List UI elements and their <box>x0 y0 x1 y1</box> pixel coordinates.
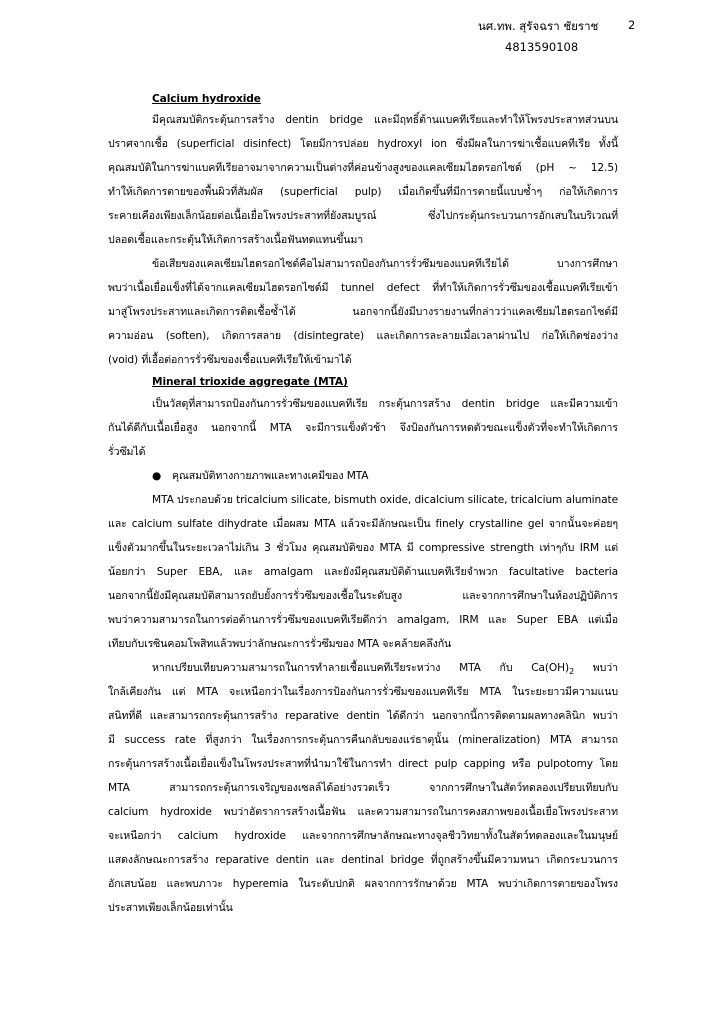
paragraph-line: เป็นวัสดุที่สามารถป้องกันการรั่วซึมของแบคทีเรีย กระตุ้นการสร้าง dentin bridge และมีความเข้า <box>152 398 618 410</box>
bullet-icon: ● <box>152 470 162 482</box>
paragraph-line: สนิทที่ดี และสามารถกระตุ้นการสร้าง reparative dentin ได้ดีกว่า นอกจากนี้การติดตามผลทางคลินิก พบว่า <box>108 710 618 722</box>
paragraph-line: มีคุณสมบัติกระตุ้นการสร้าง dentin bridge และมีฤทธิ์ต้านแบคทีเรียและทำให้โพรงประสาทส่วนบน <box>152 114 618 126</box>
bullet-text: คุณสมบัติทางกายภาพและทางเคมีของ MTA <box>172 470 369 482</box>
paragraph-line: ทำให้เกิดการตายของพื้นผิวที่สัมผัส (superficial pulp) เมื่อเกิดขึ้นที่มีการตายนี้แบบซ้ำๆ ก่อให้เกิดการ <box>108 186 618 198</box>
paragraph-line: ปลอดเชื้อและกระตุ้นให้เกิดการสร้างเนื้อฟันทดแทนขึ้นมา <box>108 234 364 246</box>
subscript: 2 <box>569 667 575 677</box>
paragraph-line: พบว่าความสามารถในการต่อต้านการรั่วซึมของแบคทีเรียดีกว่า amalgam, IRM และ Super EBA แต่เมื่อ <box>108 614 618 626</box>
bullet-item <box>152 469 618 483</box>
paragraph-line <box>152 661 618 675</box>
paragraph-line: ความอ่อน (soften), เกิดการสลาย (disintegrate) และเกิดการละลายเมื่อเวลาผ่านไป ก่อให้เกิดช่องว่าง <box>108 330 618 342</box>
paragraph-line: นอกจากนี้ยังมีคุณสมบัติสามารถยับยั้งการรั่วซึมของเชื้อในระดับสูง และจากการศึกษาในห้องปฏิบัติการ <box>108 590 618 602</box>
paragraph-line: calcium hydroxide พบว่าอัตราการสร้างเนื้อฟัน และความสามารถในการคงสภาพของเนื้อเยื่อโพรงประสาท <box>108 806 618 818</box>
paragraph-line: จะเหนือกว่า calcium hydroxide และจากการศึกษาลักษณะทางจุลชีววิทยาทั้งในสัตว์ทดลองและในมนุษย์ <box>108 830 618 842</box>
paragraph-line: MTA ประกอบด้วย tricalcium silicate, bismuth oxide, dicalcium silicate, tricalcium aluminate <box>152 494 618 506</box>
header-page-number: 2 <box>628 18 636 32</box>
paragraph-line: ประสาทเพียงเล็กน้อยเท่านั้น <box>108 902 233 914</box>
paragraph-line: มี success rate ที่สูงกว่า ในเรื่องการกระตุ้นการคืนกลับของแร่ธาตุนั้น (mineralization) MTA สามารถ <box>108 734 618 746</box>
paragraph-line: แสดงลักษณะการสร้าง reparative dentin และ dentinal bridge ที่ถูกสร้างขึ้นมีความหนา เกิดกระบวนการ <box>108 854 618 866</box>
paragraph-line: ระคายเคืองเพียงเล็กน้อยต่อเนื้อเยื่อโพรงประสาทที่ยังสมบูรณ์ ซึ่งไปกระตุ้นกระบวนการอักเสบในบริเวณที่ <box>108 210 618 222</box>
paragraph-line: กันได้ดีกับเนื้อเยื่อสูง นอกจากนี้ MTA จะมีการแข็งตัวช้า จึงป้องกันการหดตัวขณะแข็งตัวที่จะทำให้เกิดการ <box>108 422 618 434</box>
paragraph-line: มาสู่โพรงประสาทและเกิดการติดเชื้อซ้ำได้ นอกจากนี้ยังมีบางรายงานที่กล่าวว่าแคลเซียมไฮดรอกไซด์มี <box>108 306 618 318</box>
paragraph-line: อักเสบน้อย และพบภาวะ hyperemia ในระดับปกติ ผลจากการรักษาด้วย MTA พบว่าเกิดการตายของโพรง <box>108 878 618 890</box>
paragraph-line: แข็งตัวมากขึ้นในระยะเวลาไม่เกิน 3 ชั่วโมง คุณสมบัติของ MTA มี compressive strength เท่าๆกับ IRM แต่ <box>108 542 618 554</box>
text-run: พบว่า <box>574 662 618 674</box>
paragraph-line: คุณสมบัติในการฆ่าแบคทีเรียอาจมาจากความเป็นด่างที่ค่อนข้างสูงของแคลเซียมไฮดรอกไซด์ (pH ~ 12.5) <box>108 162 618 174</box>
paragraph-line: กระตุ้นการสร้างเนื้อเยื่อแข็งในโพรงประสาทที่นำมาใช้ในการทำ direct pulp capping หรือ pulpotomy โดย <box>108 758 618 770</box>
paragraph-line: เทียบกับเรซินคอมโพสิทแล้วพบว่าลักษณะการรั่วซึมของ MTA จะคล้ายคลึงกัน <box>108 638 452 650</box>
text-run: หากเปรียบเทียบความสามารถในการทำลายเชื้อแบคทีเรียระหว่าง MTA กับ Ca(OH) <box>152 662 570 674</box>
paragraph-line: ปราศจากเชื้อ (superficial disinfect) โดยมีการปล่อย hydroxyl ion ซึ่งมีผลในการฆ่าเชื้อแบคทีเรีย ทั้งนี้ <box>108 138 618 150</box>
paragraph-line: ใกล้เคียงกัน แต่ MTA จะเหนือกว่าในเรื่องการป้องกันการรั่วซึมของแบคทีเรีย MTA ในระยะยาวมีความแนบ <box>108 686 618 698</box>
paragraph-line: (void) ที่เอื้อต่อการรั่วซึมของเชื้อแบคทีเรียให้เข้ามาได้ <box>108 354 352 366</box>
section-heading-calcium-hydroxide: Calcium hydroxide <box>152 93 261 105</box>
paragraph-line: และ calcium sulfate dihydrate เมื่อผสม MTA แล้วจะมีลักษณะเป็น finely crystalline gel จากนั้นจะค่อยๆ <box>108 518 618 530</box>
paragraph-line: พบว่าเนื้อเยื่อแข็งที่ได้จากแคลเซียมไฮดรอกไซด์มี tunnel defect ที่ทำให้เกิดการรั่วซึมของเชื้อแบคทีเรียเข้า <box>108 282 618 294</box>
section-heading-mta: Mineral trioxide aggregate (MTA) <box>152 376 348 388</box>
paragraph-line: ข้อเสียของแคลเซียมไฮดรอกไซด์คือไม่สามารถป้องกันการรั่วซึมของแบคทีเรียได้ บางการศึกษา <box>152 258 618 270</box>
paragraph-line: รั่วซึมได้ <box>108 446 146 458</box>
paragraph-line: MTA สามารถกระตุ้นการเจริญของเซลล์ได้อย่างรวดเร็ว จากการศึกษาในสัตว์ทดลองเปรียบเทียบกับ <box>108 782 618 794</box>
header-author: นศ.ทพ. สุรัจฉรา ชัยราช <box>478 19 599 33</box>
header-student-id: 4813590108 <box>505 40 579 54</box>
paragraph-line: น้อยกว่า Super EBA, และ amalgam และยังมีคุณสมบัติต้านแบคทีเรียจำพวก facultative bacteria <box>108 566 618 578</box>
